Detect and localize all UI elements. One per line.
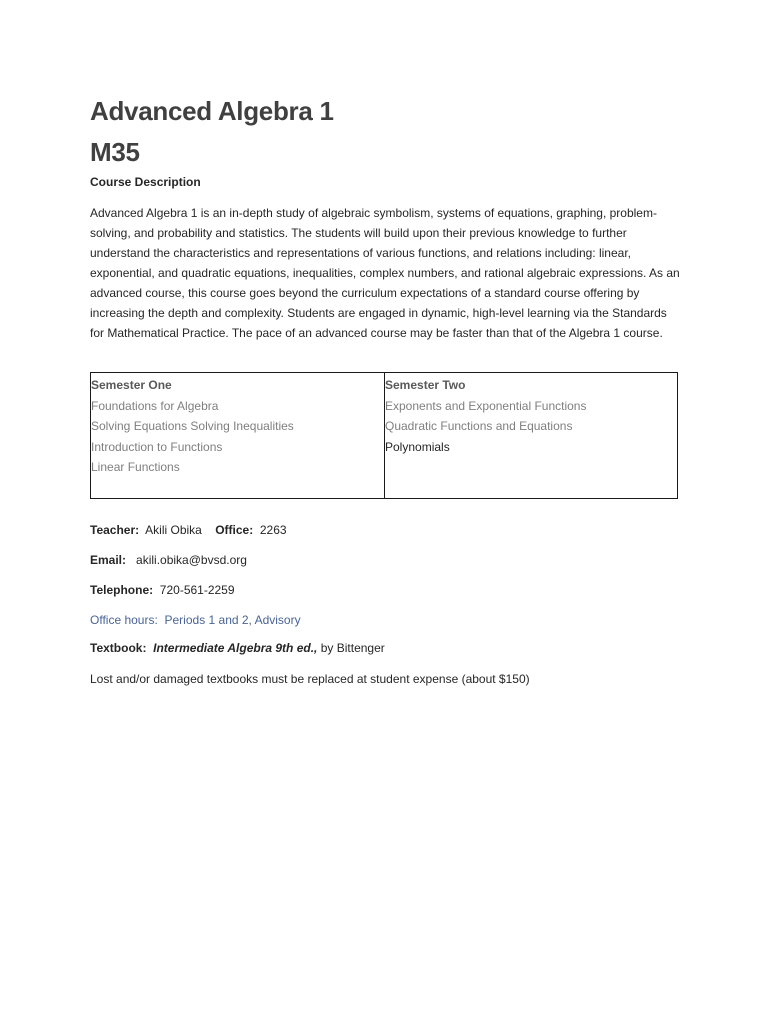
textbook-author: by Bittenger: [320, 641, 385, 655]
textbook-replacement-notice: Lost and/or damaged textbooks must be replaced at student expense (about $150): [90, 672, 530, 686]
office-hours-line: Office hours: Periods 1 and 2, Advisory: [90, 613, 301, 627]
office-label: Office: [215, 523, 250, 537]
textbook-line: [90, 640, 385, 656]
textbook-title: Intermediate Algebra 9th ed.,: [153, 641, 318, 655]
email-line: Email: akili.obika@bvsd.org: [90, 553, 247, 567]
semester-two-topic: Quadratic Functions and Equations: [385, 419, 573, 433]
office-hours-label: Office hours: [90, 613, 155, 627]
telephone-line: Telephone: 720-561-2259: [90, 583, 235, 597]
semester-two-cell: [385, 373, 678, 499]
course-title: Advanced Algebra 1: [90, 96, 334, 126]
course-code: M35: [90, 137, 140, 167]
office-number: 2263: [259, 523, 287, 537]
semester-two-topic: Exponents and Exponential Functions: [385, 398, 587, 413]
teacher-name: Akili Obika: [145, 523, 202, 537]
semester-table: [90, 372, 678, 499]
semester-one-topic: Linear Functions: [91, 460, 180, 474]
semester-two-topic: Polynomials: [385, 439, 450, 454]
office-hours-value: Periods 1 and 2, Advisory: [164, 613, 301, 627]
teacher-label: Teacher: [90, 523, 136, 537]
email-label: Email: [90, 553, 123, 567]
semester-one-topic: Solving Equations Solving Inequalities: [91, 419, 294, 433]
teacher-line: Teacher: Akili Obika Office: 2263: [90, 523, 287, 537]
semester-one-topic: Introduction to Functions: [91, 439, 223, 454]
semester-one-heading: Semester One: [91, 378, 172, 392]
semester-one-topic: Foundations for Algebra: [91, 398, 219, 413]
semester-one-cell: [91, 373, 385, 499]
textbook-label: Textbook:: [90, 641, 147, 655]
telephone-number: 720-561-2259: [159, 583, 235, 597]
course-description-text: Advanced Algebra 1 is an in-depth study of algebraic symbolism, systems of equations, graphing, problem-solving, and probability and statistics. The students will build upon their previous knowledge to further understand the characteristics and representations of various functions, and relations including: linear, exponential, and quadratic equations, inequalities, complex numbers, and rational algebraic expressions. As an advanced course, this course goes beyond the curriculum expectations of a standard course offering by increasing the depth and complexity. Students are engaged in dynamic, high-level learning via the Standards for Mathematical Practice. The pace of an advanced course may be faster than that of the Algebra 1 course.: [90, 206, 680, 340]
course-description-label: Course Description: [90, 175, 201, 189]
email-address: akili.obika@bvsd.org: [136, 553, 247, 567]
semester-two-heading: Semester Two: [385, 378, 466, 392]
telephone-label: Telephone: [90, 583, 150, 597]
